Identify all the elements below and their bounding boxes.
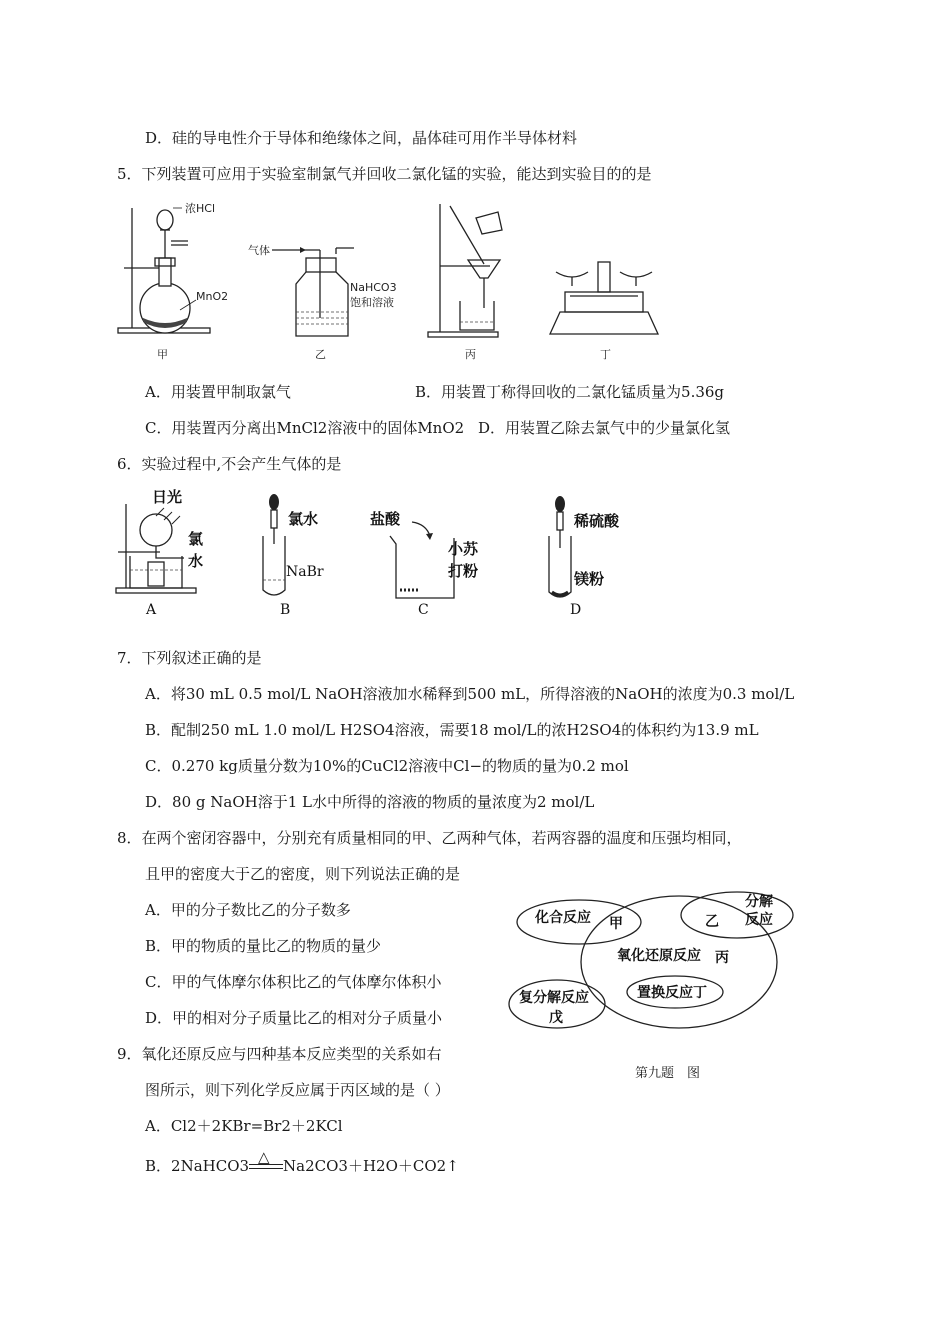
q5-apparatus-figure bbox=[110, 196, 690, 366]
caption-ding: 丁 bbox=[600, 348, 611, 361]
q5-option-b: B．用装置丁称得回收的二氯化锰质量为5.36g bbox=[415, 383, 725, 401]
apparatus-jia bbox=[118, 201, 228, 361]
label-bing: 丙 bbox=[715, 950, 729, 966]
apparatus-bing bbox=[428, 204, 502, 361]
q5-option-c: C．用装置丙分离出MnCl2溶液中的固体MnO2 bbox=[145, 419, 465, 437]
label-decomposition-1: 分解 bbox=[745, 894, 773, 910]
q7-option-d: D．80 g NaOH溶于1 L水中所得的溶液的物质的量浓度为2 mol/L bbox=[145, 793, 595, 811]
q8-stem-line2: 且甲的密度大于乙的密度，则下列说法正确的是 bbox=[145, 865, 461, 883]
q9-option-b bbox=[145, 1148, 459, 1176]
equals-line-bottom bbox=[249, 1168, 283, 1169]
label-gas: 气体 bbox=[248, 244, 270, 257]
label-mno2: MnO2 bbox=[196, 290, 229, 303]
label-nahco3: NaHCO3 bbox=[350, 281, 397, 294]
apparatus-ding bbox=[550, 262, 658, 361]
q7-option-c: C．0.270 kg质量分数为10%的CuCl2溶液中Cl−的物质的量为0.2 mol bbox=[145, 757, 629, 775]
label-wu: 戊 bbox=[549, 1010, 563, 1026]
label-jia: 甲 bbox=[609, 916, 623, 932]
label-baking-soda-2: 打粉 bbox=[448, 562, 479, 580]
q8-option-d: D．甲的相对分子质量比乙的相对分子质量小 bbox=[145, 1009, 443, 1027]
label-decomposition-2: 反应 bbox=[745, 912, 773, 928]
heat-symbol: △ bbox=[258, 1148, 270, 1166]
label-hydrochloric-acid: 盐酸 bbox=[370, 510, 401, 528]
label-chlorine-2: 水 bbox=[188, 552, 204, 570]
q8-option-c: C．甲的气体摩尔体积比乙的气体摩尔体积小 bbox=[145, 973, 442, 991]
q6-figure bbox=[108, 484, 668, 619]
label-conc-hcl: 浓HCl bbox=[185, 202, 216, 215]
setup-a bbox=[116, 488, 203, 618]
q7-option-b: B．配制250 mL 1.0 mol/L H2SO4溶液，需要18 mol/L的浓H2SO4的体积约为13.9 mL bbox=[145, 721, 759, 739]
q9-stem-line1: 9．氧化还原反应与四种基本反应类型的关系如右 bbox=[117, 1045, 442, 1063]
q8-option-b: B．甲的物质的量比乙的物质的量少 bbox=[145, 937, 382, 955]
caption-jia: 甲 bbox=[157, 348, 168, 361]
decomposition-ellipse bbox=[681, 892, 793, 938]
apparatus-yi bbox=[248, 243, 397, 361]
heat-arrow bbox=[249, 1148, 283, 1176]
q7-option-a: A．将30 mL 0.5 mol/L NaOH溶液加水稀释到500 mL，所得溶液的NaOH的浓度为0.3 mol/L bbox=[145, 685, 795, 703]
label-double-decomposition: 复分解反应 bbox=[519, 990, 589, 1006]
q5-option-a: A．用装置甲制取氯气 bbox=[145, 383, 291, 401]
caption-bing: 丙 bbox=[465, 348, 476, 361]
caption-a: A bbox=[146, 602, 157, 618]
label-redox: 氧化还原反应 bbox=[617, 948, 701, 964]
q5-stem: 5．下列装置可应用于实验室制氯气并回收二氯化锰的实验，能达到实验目的的是 bbox=[117, 165, 652, 183]
setup-d bbox=[549, 496, 620, 618]
label-combination: 化合反应 bbox=[535, 910, 591, 926]
q9-stem-line2: 图所示，则下列化学反应属于丙区域的是（ ） bbox=[145, 1081, 450, 1099]
label-sunlight: 日光 bbox=[152, 488, 183, 506]
label-nabr: NaBr bbox=[286, 564, 324, 580]
label-baking-soda-1: 小苏 bbox=[448, 540, 479, 558]
label-replacement: 置换反应丁 bbox=[637, 985, 707, 1001]
setup-b bbox=[263, 494, 324, 618]
q6-stem: 6．实验过程中,不会产生气体的是 bbox=[117, 455, 342, 473]
q9-reaction-diagram bbox=[505, 888, 805, 1038]
caption-d: D bbox=[570, 602, 582, 618]
q4-option-d: D．硅的导电性介于导体和绝缘体之间，晶体硅可用作半导体材料 bbox=[145, 129, 578, 147]
q8-stem-line1: 8．在两个密闭容器中，分别充有质量相同的甲、乙两种气体，若两容器的温度和压强均相同， bbox=[117, 829, 742, 847]
q5-option-d: D．用装置乙除去氯气中的少量氯化氢 bbox=[478, 419, 731, 437]
label-saturated-solution: 饱和溶液 bbox=[350, 296, 394, 309]
label-chlorine-1: 氯 bbox=[188, 530, 204, 548]
q9-option-a: A．Cl2＋2KBr=Br2＋2KCl bbox=[145, 1117, 343, 1135]
caption-c: C bbox=[418, 602, 429, 618]
q9-option-b-products: Na2CO3＋H2O＋CO2↑ bbox=[283, 1157, 459, 1175]
setup-c bbox=[370, 510, 479, 618]
q9-option-b-reactant: B．2NaHCO3 bbox=[145, 1157, 250, 1175]
caption-b: B bbox=[280, 602, 291, 618]
q8-option-a: A．甲的分子数比乙的分子数多 bbox=[145, 901, 351, 919]
q7-stem: 7．下列叙述正确的是 bbox=[117, 649, 262, 667]
q9-figure-caption: 第九题 图 bbox=[635, 1066, 701, 1081]
label-chlorine-water: 氯水 bbox=[288, 510, 319, 528]
label-mg-powder: 镁粉 bbox=[574, 570, 605, 588]
caption-yi: 乙 bbox=[315, 348, 326, 361]
equals-line-top bbox=[249, 1164, 283, 1165]
label-dilute-h2so4: 稀硫酸 bbox=[574, 512, 620, 530]
label-yi: 乙 bbox=[705, 914, 719, 930]
